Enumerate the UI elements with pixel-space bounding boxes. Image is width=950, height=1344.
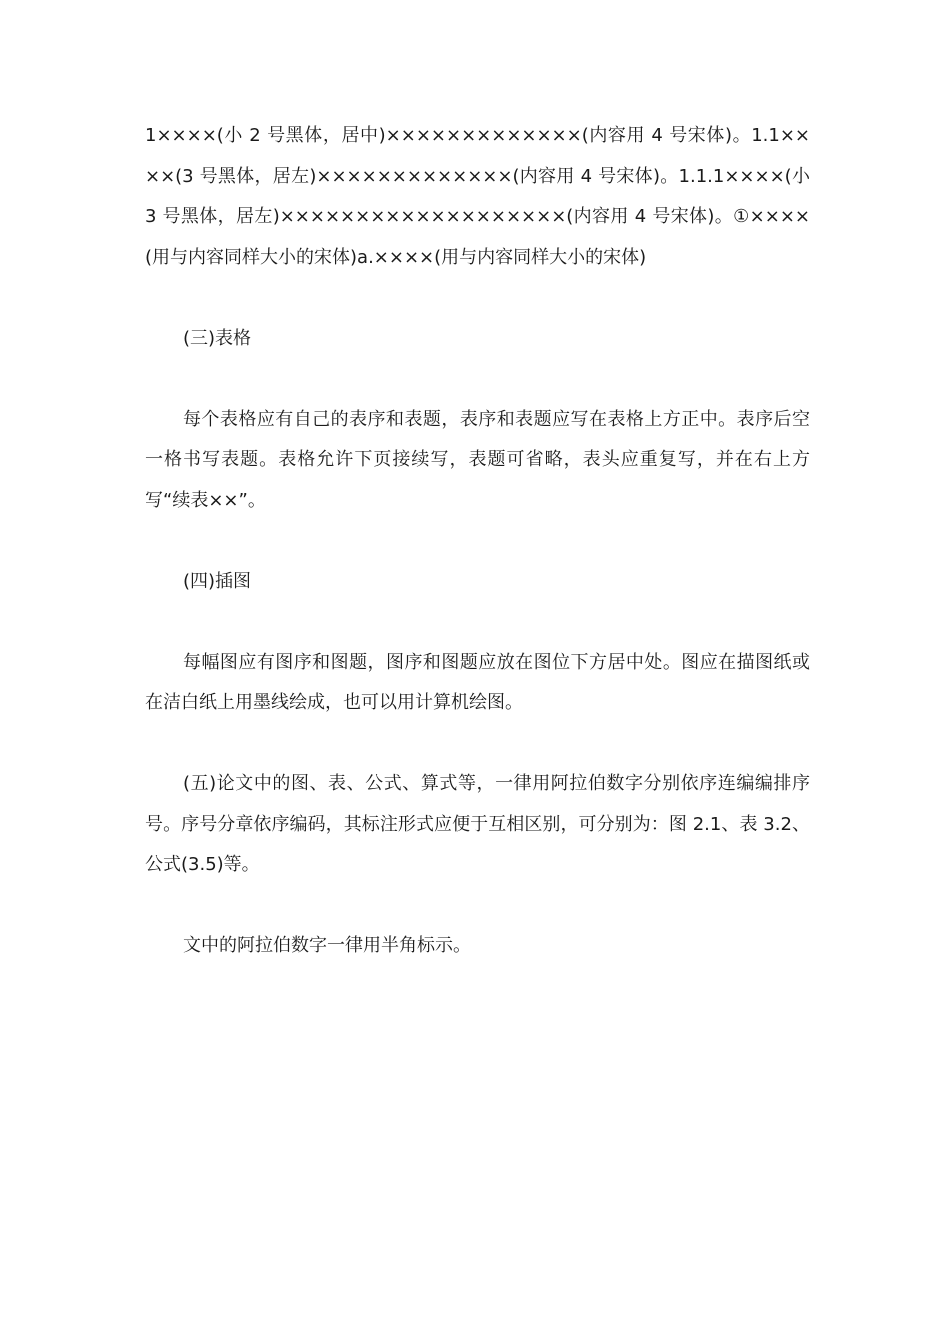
- paragraph-spacer: [145, 886, 810, 927]
- paragraph-heading-format: 1××××(小 2 号黑体，居中)×××××××××××××(内容用 4 号宋体)。1.1××××(3 号黑体，居左)×××××××××××××(内容用 4 号宋体)。1.1.1××××(小 3 号黑体，居左)×××××××××××××××××××(内容用 4 号宋体)。①××××(用与内容同样大小的宋体)a.××××(用与内容同样大小的宋体): [145, 125, 810, 268]
- document-body: [145, 116, 810, 967]
- section-title-figures: (四)插图: [183, 570, 252, 592]
- paragraph-arabic-numerals: 文中的阿拉伯数字一律用半角标示。: [183, 935, 471, 956]
- paragraph-spacer: [145, 724, 810, 765]
- section-title-tables: (三)表格: [183, 327, 252, 349]
- paragraph-spacer: [145, 359, 810, 400]
- paragraph-spacer: [145, 602, 810, 643]
- paragraph-spacer: [145, 278, 810, 319]
- paragraph-spacer: [145, 521, 810, 562]
- paragraph-tables: 每个表格应有自己的表序和表题，表序和表题应写在表格上方正中。表序后空一格书写表题。表格允许下页接续写，表题可省略，表头应重复写，并在右上方写“续表××”。: [145, 408, 810, 511]
- paragraph-numbering: (五)论文中的图、表、公式、算式等，一律用阿拉伯数字分别依序连编编排序号。序号分章依序编码，其标注形式应便于互相区别，可分别为：图 2.1、表 3.2、公式(3.5)等。: [145, 773, 810, 875]
- paragraph-figures: 每幅图应有图序和图题，图序和图题应放在图位下方居中处。图应在描图纸或在洁白纸上用墨线绘成，也可以用计算机绘图。: [145, 651, 810, 713]
